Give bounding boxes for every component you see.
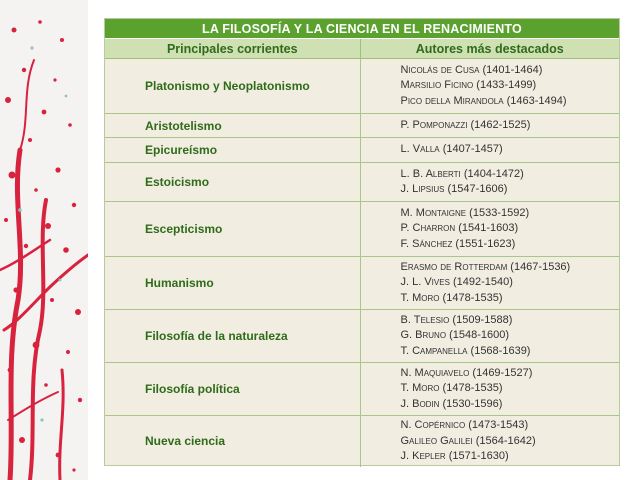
paint-splatter-decoration — [0, 0, 88, 480]
current-name: Humanismo — [105, 257, 360, 310]
table-title: LA FILOSOFÍA Y LA CIENCIA EN EL RENACIMIENTO — [105, 19, 619, 39]
table-row — [105, 416, 619, 467]
author-entry: T. Moro (1478-1535) — [400, 382, 503, 395]
author-entry: J. Bodin (1530-1596) — [400, 397, 503, 410]
current-name: Estoicismo — [105, 163, 360, 202]
author-entry: Pico della Mirandola (1463-1494) — [400, 94, 567, 107]
table-row — [105, 363, 619, 416]
currents-authors-table — [105, 39, 619, 467]
author-entry: B. Telesio (1509-1588) — [400, 313, 513, 326]
author-entry: L. Valla (1407-1457) — [400, 143, 503, 156]
author-entry: T. Moro (1478-1535) — [400, 291, 503, 304]
author-entry: N. Maquiavelo (1469-1527) — [400, 366, 533, 379]
current-name: Nueva ciencia — [105, 416, 360, 467]
author-entry: Galileo Galilei (1564-1642) — [400, 434, 536, 447]
author-entry: J. Kepler (1571-1630) — [400, 450, 509, 462]
authors-cell — [360, 310, 619, 363]
authors-cell — [360, 138, 619, 163]
author-entry: T. Campanella (1568-1639) — [400, 344, 531, 357]
authors-cell — [360, 202, 619, 257]
authors-cell — [360, 114, 619, 138]
author-entry: G. Bruno (1548-1600) — [400, 329, 510, 342]
author-entry: J. Lipsius (1547-1606) — [400, 183, 508, 195]
current-name: Escepticismo — [105, 202, 360, 257]
table-row — [105, 59, 619, 114]
header-currents: Principales corrientes — [105, 39, 360, 59]
table-row — [105, 138, 619, 163]
authors-cell — [360, 363, 619, 416]
author-entry: P. Pomponazzi (1462-1525) — [400, 118, 531, 131]
current-name: Filosofía de la naturaleza — [105, 310, 360, 363]
current-name: Filosofía política — [105, 363, 360, 416]
header-row — [105, 39, 619, 59]
author-entry: F. Sánchez (1551-1623) — [400, 237, 516, 250]
author-entry: M. Montaigne (1533-1592) — [400, 206, 530, 219]
author-entry: P. Charron (1541-1603) — [400, 222, 519, 235]
philosophy-table — [104, 18, 620, 466]
authors-cell — [360, 163, 619, 202]
table-row — [105, 114, 619, 138]
current-name: Aristotelismo — [105, 114, 360, 138]
table-row — [105, 257, 619, 310]
current-name: Epicureísmo — [105, 138, 360, 163]
authors-cell — [360, 416, 619, 467]
author-entry: Erasmo de Rotterdam (1467-1536) — [400, 260, 571, 273]
author-entry: Marsilio Ficino (1433-1499) — [400, 79, 537, 92]
authors-cell — [360, 59, 619, 114]
author-entry: L. B. Alberti (1404-1472) — [400, 167, 524, 180]
author-entry: J. L. Vives (1492-1540) — [400, 276, 513, 289]
table-row — [105, 310, 619, 363]
header-authors: Autores más destacados — [360, 39, 619, 59]
table-row — [105, 202, 619, 257]
authors-cell — [360, 257, 619, 310]
author-entry: Nicolás de Cusa (1401-1464) — [400, 63, 543, 76]
table-row — [105, 163, 619, 202]
current-name: Platonismo y Neoplatonismo — [105, 59, 360, 114]
author-entry: N. Copérnico (1473-1543) — [400, 419, 529, 431]
